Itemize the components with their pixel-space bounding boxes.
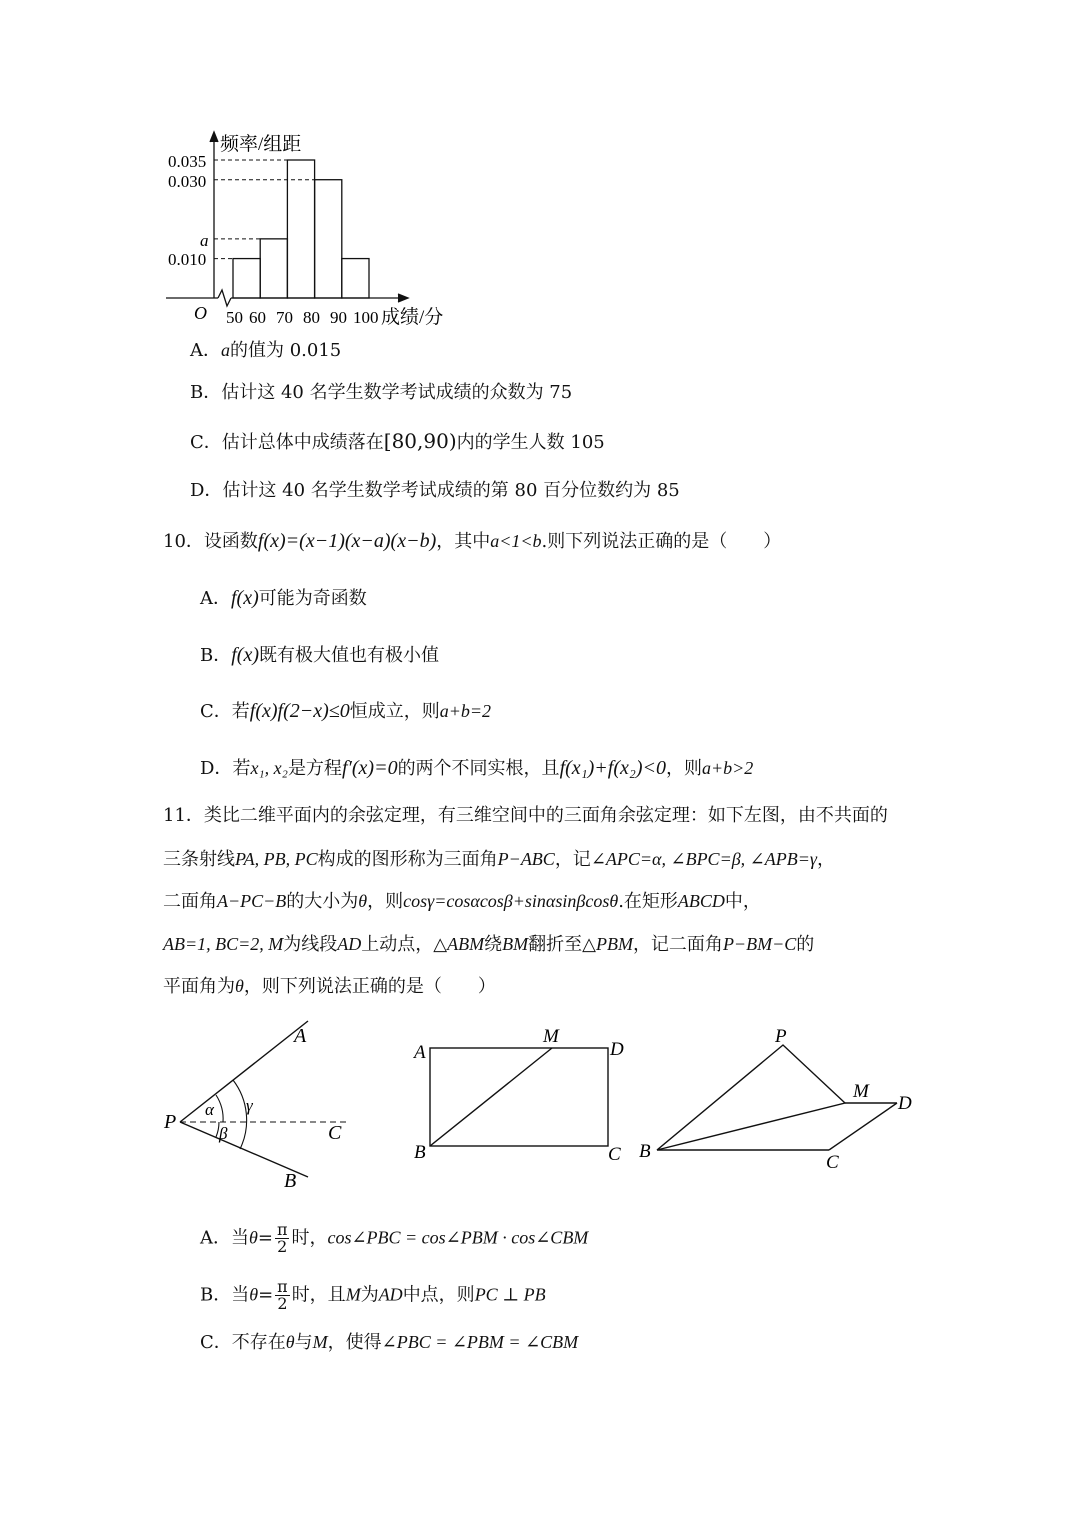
- y-tick-0030: 0.030: [168, 172, 207, 191]
- fig2-label-b: B: [414, 1142, 426, 1163]
- q11-option-a: A．当θ= $\frac{\pi}{2}$ 时，cos∠PBC = cos∠PBM · cos∠CBM: [200, 1220, 589, 1256]
- histogram-bar-[50,60): [233, 259, 260, 298]
- figure-rectangle-abcd: [410, 1020, 640, 1170]
- var-a: a: [221, 340, 230, 360]
- q11-option-c: C．不存在θ与M，使得∠PBC = ∠PBM = ∠CBM: [200, 1332, 579, 1353]
- q10-option-b: B．f(x)既有极大值也有极小值: [200, 644, 439, 666]
- x-tick-50: 50: [226, 308, 243, 327]
- q10-stem: 10．设函数f(x)=(x−1)(x−a)(x−b)，其中a<1<b.则下列说法正确的是（ ）: [163, 530, 782, 552]
- origin-label: O: [194, 303, 207, 323]
- q9-option-a: A．a的值为 0.015: [190, 340, 342, 361]
- histogram-chart: [150, 120, 470, 335]
- q10-option-d: D．若x₁, x₂是方程f′(x)=0的两个不同实根，且f(x₁)+f(x₂)<0，则a+b>2: [200, 757, 754, 779]
- fig1-label-c: C: [328, 1122, 342, 1144]
- x-tick-70: 70: [276, 308, 293, 327]
- fig1-label-alpha: α: [205, 1100, 214, 1119]
- y-tick-a: a: [200, 231, 209, 250]
- figure-trihedral-angle: [160, 1015, 360, 1195]
- fig3-label-b: B: [639, 1141, 651, 1162]
- histogram-bar-[70,80): [287, 160, 314, 298]
- x-tick-100: 100: [353, 308, 379, 327]
- q11-line-5: 平面角为θ，则下列说法正确的是（ ）: [163, 976, 496, 997]
- fig3-label-d: D: [898, 1093, 912, 1114]
- fig3-label-p: P: [775, 1026, 787, 1047]
- histogram-bar-[80,90): [315, 180, 342, 298]
- fig3-label-m: M: [853, 1081, 869, 1102]
- q10-option-c: C．若f(x)f(2−x)≤0恒成立，则a+b=2: [200, 700, 492, 722]
- fig1-label-b: B: [284, 1170, 297, 1192]
- fig2-label-c: C: [608, 1144, 621, 1165]
- y-axis-label: 频率/组距: [220, 134, 302, 155]
- q11-line-1: 11．类比二维平面内的余弦定理，有三维空间中的三面角余弦定理：如下左图，由不共面的: [163, 805, 888, 826]
- pi-over-2-fraction: $\frac{\pi}{2}$: [276, 1220, 288, 1256]
- q9-option-d: D．估计这 40 名学生数学考试成绩的第 80 百分位数约为 85: [190, 480, 680, 501]
- fig1-label-gamma: γ: [246, 1096, 253, 1115]
- figure-folded-pbm: [635, 1025, 925, 1175]
- q10-option-a: A．f(x)可能为奇函数: [200, 587, 367, 609]
- histogram-bar-[90,100]: [342, 259, 369, 298]
- fig1-label-beta: β: [219, 1124, 228, 1143]
- q11-line-4: AB=1, BC=2, M为线段AD上动点，△ABM绕BM翻折至△PBM，记二面角P−BM−C的: [163, 934, 815, 955]
- y-tick-0010: 0.010: [168, 250, 207, 269]
- fig3-label-c: C: [826, 1152, 839, 1173]
- x-tick-80: 80: [303, 308, 320, 327]
- fig1-label-p: P: [164, 1111, 177, 1133]
- fig2-label-d: D: [610, 1039, 624, 1060]
- x-axis-label: 成绩/分: [381, 307, 444, 328]
- fig1-label-a: A: [294, 1025, 307, 1047]
- fig2-label-m: M: [543, 1026, 559, 1047]
- x-tick-60: 60: [249, 308, 266, 327]
- fig2-label-a: A: [414, 1042, 426, 1063]
- y-tick-0035: 0.035: [168, 152, 207, 171]
- histogram-bar-[60,70): [260, 239, 287, 298]
- q9-option-c: C．估计总体中成绩落在[80,90)内的学生人数 105: [190, 429, 605, 453]
- pi-over-2-fraction: $\frac{\pi}{2}$: [277, 1277, 288, 1313]
- q11-line-2: 三条射线PA, PB, PC构成的图形称为三面角P−ABC，记∠APC=α, ∠BPC=β, ∠APB=γ，: [163, 849, 835, 870]
- q11-option-b: B．当θ= $\frac{\pi}{2}$ 时，且M为AD中点，则PC ⊥ PB: [200, 1277, 546, 1313]
- q11-line-3: 二面角A−PC−B的大小为θ，则cosγ=cosαcosβ+sinαsinβcosθ.在矩形ABCD中，: [163, 891, 761, 912]
- x-tick-90: 90: [330, 308, 347, 327]
- q9-option-b: B．估计这 40 名学生数学考试成绩的众数为 75: [190, 382, 573, 403]
